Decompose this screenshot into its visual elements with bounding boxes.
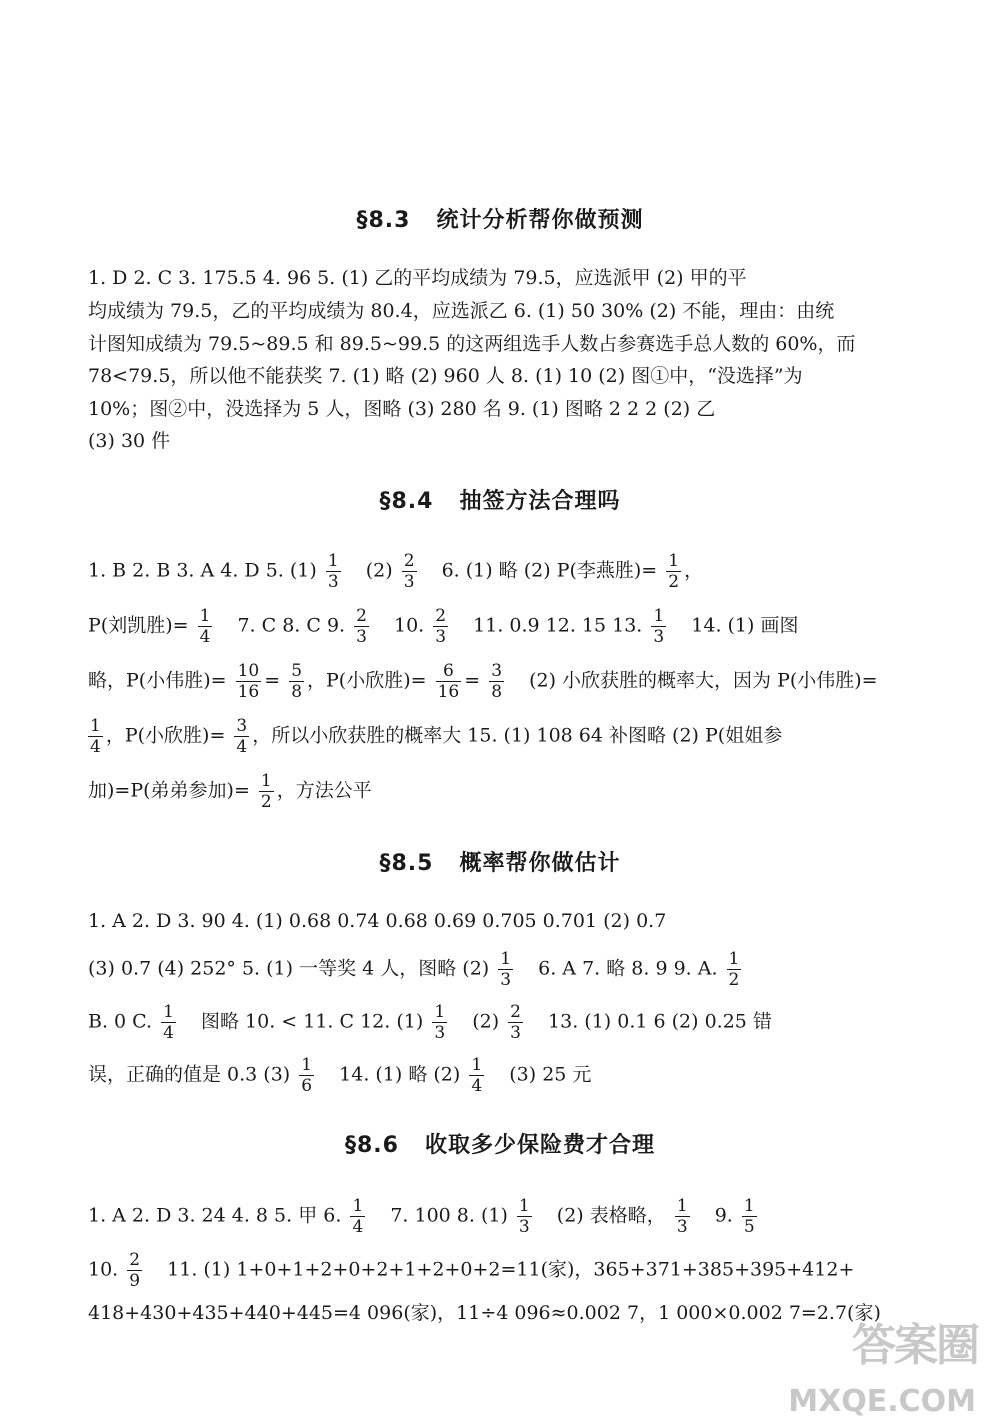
answer-line — [88, 949, 908, 990]
answer-line: (3) 30 件 — [88, 430, 171, 452]
answer-line: 均成绩为 79.5，乙的平均成绩为 80.4，应选派乙 6. (1) 50 30% (2) 不能，理由：由统 — [88, 300, 835, 322]
fraction: $\frac{1}{4}$ — [199, 606, 211, 647]
answer-text: 11. (1) 1+0+1+2+0+2+1+2+0+2=11(家)，365+371+385+395+412+ — [167, 1258, 855, 1281]
answer-text: ，方法公平 — [276, 779, 372, 802]
answer-text: 6. A 7. 略 8. 9 9. A. — [538, 957, 718, 980]
section-heading-8-3 — [0, 203, 1000, 234]
answer-text: ，P(小欣胜)= — [105, 724, 226, 747]
answer-line — [88, 1250, 908, 1291]
answer-text: 6. (1) 略 (2) — [441, 559, 551, 582]
fraction: $\frac{1}{3}$ — [327, 551, 339, 592]
answer-text: 7. C 8. C 9. — [237, 614, 346, 637]
fraction: $\frac{10}{16}$ — [237, 661, 260, 702]
answer-text: 图略 10. < 11. C 12. (1) — [201, 1010, 424, 1033]
answer-text: = — [464, 669, 481, 692]
answer-line: 1. A 2. D 3. 90 4. (1) 0.68 0.74 0.68 0.69 0.705 0.701 (2) 0.7 — [88, 910, 667, 932]
answer-text: 加)=P(弟弟参加)= — [88, 779, 250, 802]
answer-text: 14. (1) 画图 — [691, 614, 799, 637]
section-title: 统计分析帮你做预测 — [436, 208, 644, 233]
answer-text: = — [264, 669, 281, 692]
section-number: §8.6 — [345, 1133, 399, 1158]
section-number: §8.4 — [379, 489, 434, 514]
fraction: $\frac{1}{4}$ — [471, 1055, 483, 1096]
answer-text: (3) 25 元 — [509, 1063, 592, 1086]
fraction: $\frac{1}{3}$ — [653, 606, 665, 647]
fraction: $\frac{1}{4}$ — [163, 1002, 174, 1043]
fraction: $\frac{1}{4}$ — [90, 716, 101, 757]
site-watermark-logo — [788, 1309, 982, 1419]
fraction: $\frac{1}{3}$ — [676, 1196, 688, 1237]
answer-line: 1. D 2. C 3. 175.5 4. 96 5. (1) 乙的平均成绩为 79.5，应选派甲 (2) 甲的平 — [88, 267, 747, 289]
answer-text: P(刘凯胜)= — [88, 614, 189, 637]
answer-text: 7. 100 8. (1) — [390, 1204, 508, 1227]
section-heading-8-5 — [0, 846, 1000, 877]
answer-text: 10. — [88, 1258, 119, 1281]
fraction: $\frac{1}{2}$ — [728, 949, 740, 990]
section-number: §8.5 — [379, 851, 434, 876]
fraction: $\frac{1}{2}$ — [260, 771, 272, 812]
answer-line — [88, 716, 908, 757]
section-title: 抽签方法合理吗 — [459, 489, 621, 514]
fraction: $\frac{2}{3}$ — [435, 606, 447, 647]
answer-line: 10%；图②中，没选择为 5 人，图略 (3) 280 名 9. (1) 图略 2 2 2 (2) 乙 — [88, 398, 716, 420]
fraction: $\frac{1}{3}$ — [518, 1196, 530, 1237]
fraction: $\frac{1}{3}$ — [500, 949, 512, 990]
section-title: 收取多少保险费才合理 — [424, 1133, 655, 1158]
answer-text: P(李燕胜)= — [556, 559, 658, 582]
answer-line — [88, 661, 908, 702]
answer-line: 78<79.5，所以他不能获奖 7. (1) 略 (2) 960 人 8. (1) 10 (2) 图①中，“没选择”为 — [88, 365, 803, 387]
section-title: 概率帮你做估计 — [459, 851, 621, 876]
fraction: $\frac{2}{9}$ — [129, 1250, 141, 1291]
fraction: $\frac{1}{5}$ — [743, 1196, 755, 1237]
fraction: $\frac{2}{3}$ — [403, 551, 415, 592]
answer-line — [88, 606, 908, 647]
fraction: $\frac{2}{3}$ — [356, 606, 367, 647]
answer-text: 略，P(小伟胜)= — [88, 669, 227, 692]
answer-text: 13. (1) 0.1 6 (2) 0.25 错 — [548, 1010, 772, 1033]
answer-line — [88, 1002, 908, 1043]
answer-text: 11. 0.9 12. 15 13. — [473, 614, 643, 637]
section-heading-8-4 — [0, 484, 1000, 515]
answer-line: 418+430+435+440+445=4 096(家)，11÷4 096≈0.002 7，1 000×0.002 7=2.7(家) — [88, 1302, 881, 1324]
answer-text: 9. — [714, 1204, 733, 1227]
fraction: $\frac{2}{3}$ — [510, 1002, 521, 1043]
answer-line — [88, 771, 908, 812]
answer-line — [88, 1055, 908, 1096]
answer-text: B. 0 C. — [88, 1010, 153, 1033]
watermark-en: MXQE.COM — [788, 1384, 976, 1419]
answer-text: 误，正确的值是 0.3 (3) — [88, 1063, 291, 1086]
answer-text: (2) — [365, 559, 393, 582]
answer-text: ，P(小欣胜)= — [307, 669, 427, 692]
answer-text: 1. B 2. B 3. A 4. D 5. (1) — [88, 559, 317, 582]
fraction: $\frac{6}{16}$ — [437, 661, 460, 702]
section-heading-8-6 — [0, 1128, 1000, 1159]
fraction: $\frac{3}{4}$ — [236, 716, 248, 757]
fraction: $\frac{3}{8}$ — [491, 661, 503, 702]
answer-line: 计图知成绩为 79.5~89.5 和 89.5~99.5 的这两组选手人数占参赛选手总人数的 60%，而 — [88, 333, 856, 355]
answer-text: 1. A 2. D 3. 24 4. 8 5. 甲 6. — [88, 1204, 342, 1227]
answer-text: ， — [684, 559, 704, 582]
section-number: §8.3 — [356, 208, 411, 233]
answer-text: (2) 表格略， — [556, 1204, 666, 1227]
fraction: $\frac{1}{2}$ — [668, 551, 680, 592]
answer-text: ，所以小欣获胜的概率大 15. (1) 108 64 补图略 (2) P(姐姐参 — [252, 724, 783, 747]
fraction: $\frac{1}{4}$ — [352, 1196, 364, 1237]
answer-text: (2) — [472, 1010, 500, 1033]
watermark-cn: 答案圈 — [852, 1320, 978, 1371]
answer-line — [88, 551, 908, 592]
answer-text: (2) 小欣获胜的概率大，因为 P(小伟胜)= — [529, 669, 878, 692]
answer-text: (3) 0.7 (4) 252° 5. (1) 一等奖 4 人，图略 (2) — [88, 957, 490, 980]
answer-line — [88, 1196, 908, 1237]
fraction: $\frac{5}{8}$ — [291, 661, 303, 702]
answer-text: 10. — [394, 614, 425, 637]
answer-text: 14. (1) 略 (2) — [339, 1063, 461, 1086]
fraction: $\frac{1}{3}$ — [434, 1002, 446, 1043]
fraction: $\frac{1}{6}$ — [301, 1055, 313, 1096]
